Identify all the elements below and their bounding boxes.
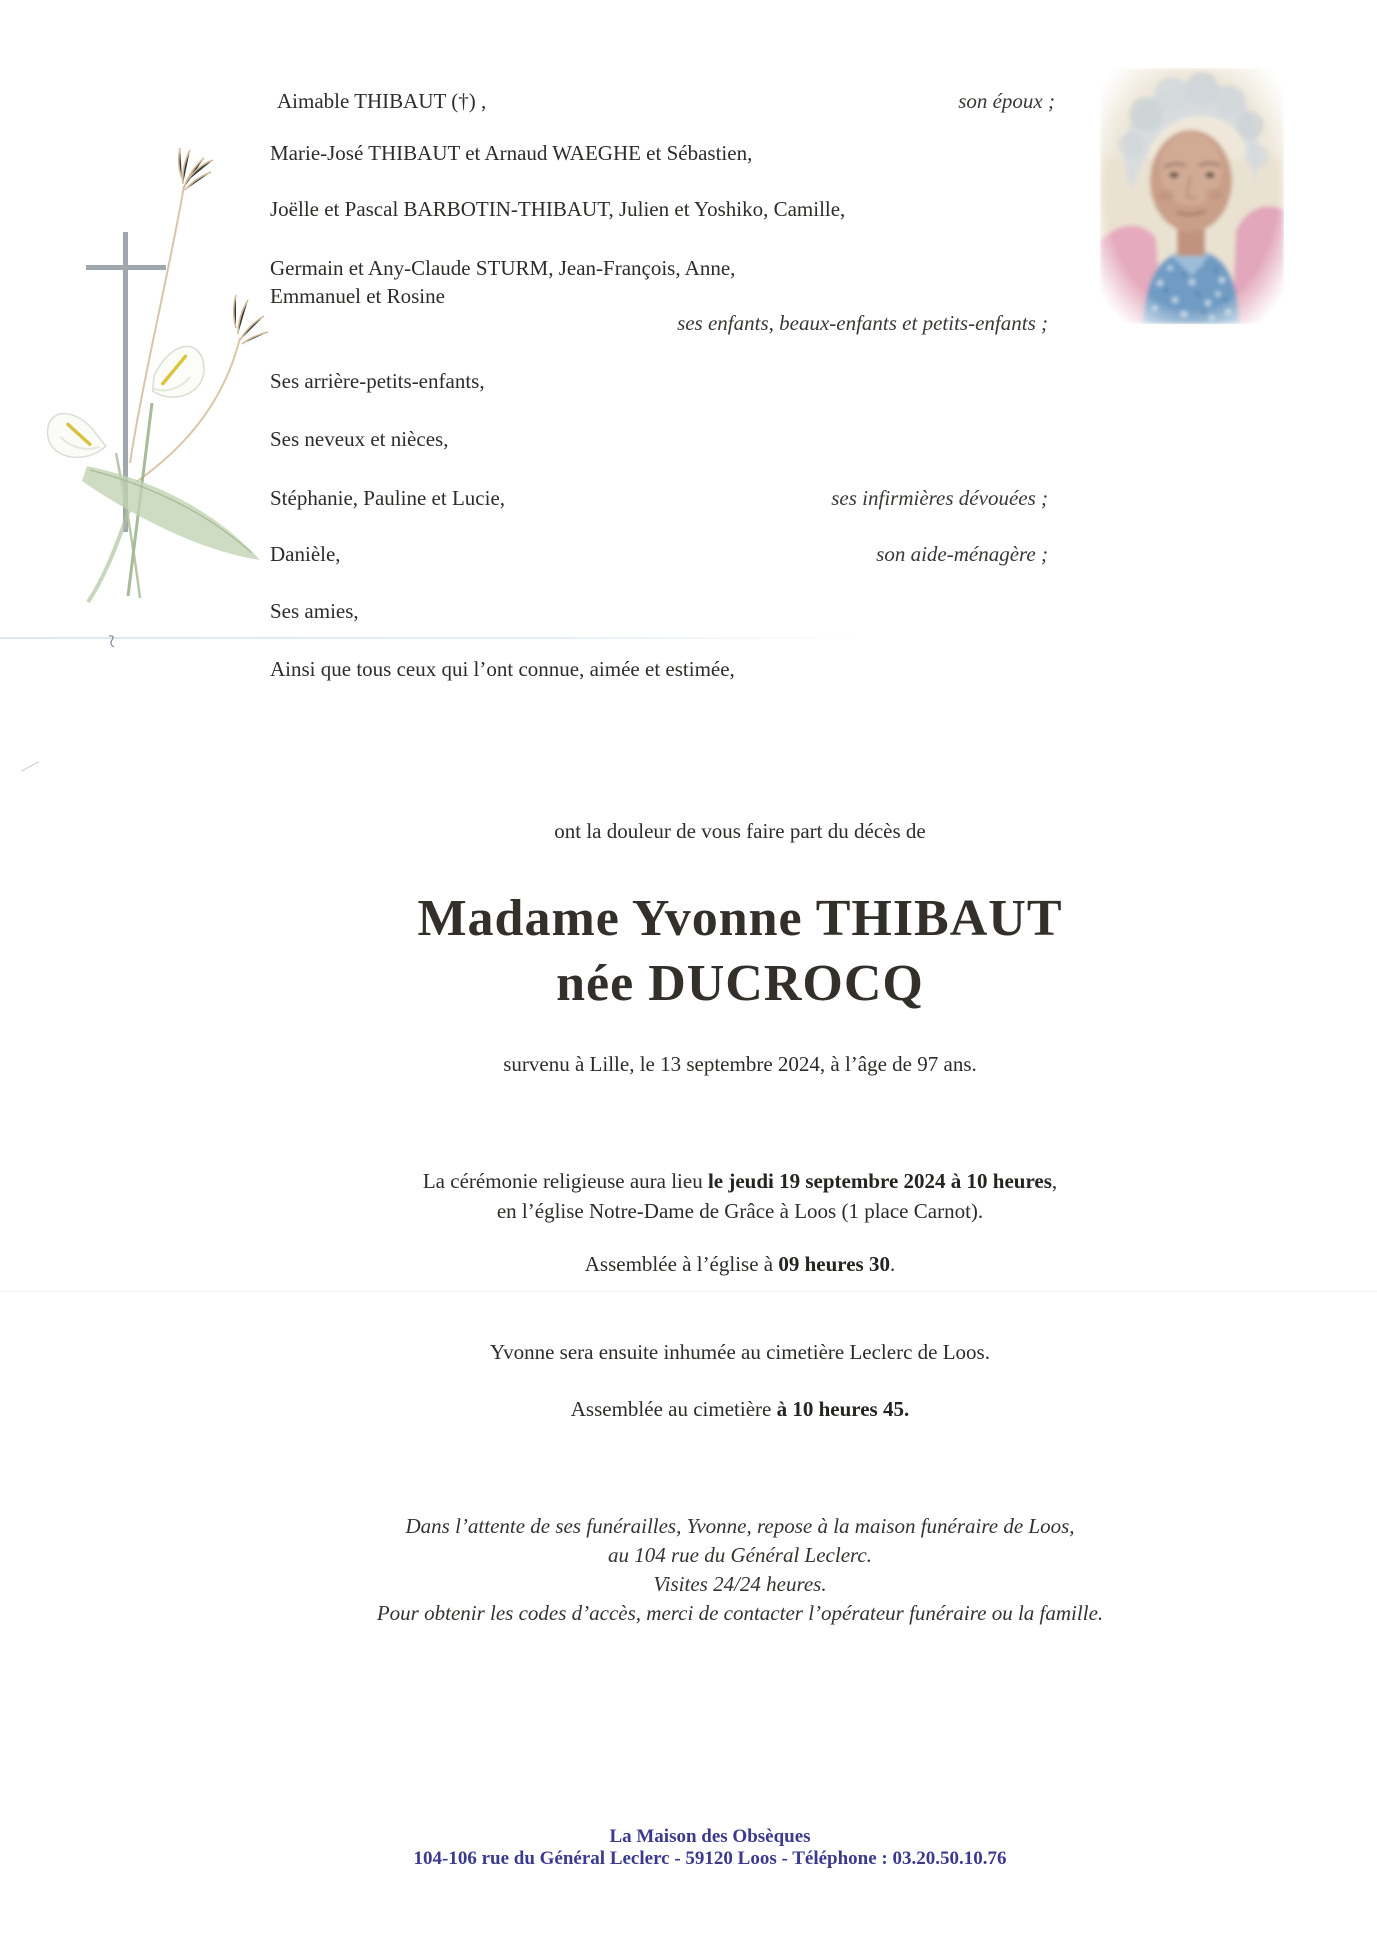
deceased-maiden-name: née DUCROCQ (556, 955, 924, 1012)
children-names-4: Emmanuel et Rosine (270, 284, 445, 308)
burial-text: Yvonne sera ensuite inhumée au cimetière Leclerc de Loos. (490, 1340, 990, 1364)
funeral-home-notice (100, 1512, 1377, 1628)
scan-artifact-mark (106, 634, 118, 650)
scan-artifact-line (0, 637, 866, 639)
friends-text: Ses amies, (270, 599, 359, 623)
line-children-4 (270, 283, 1048, 309)
notice-line-3: Visites 24/24 heures. (653, 1572, 827, 1596)
church-assembly-post: . (889, 1252, 896, 1276)
housekeeper-relation-label: son aide-ménagère ; (876, 542, 1048, 566)
great-grandchildren-text: Ses arrière-petits-enfants, (270, 369, 485, 393)
church-assembly-pre: Assemblée à l’église à (584, 1252, 779, 1276)
death-details-text: survenu à Lille, le 13 septembre 2024, à l’âge de 97 ans. (503, 1052, 977, 1076)
cemetery-assembly-pre: Assemblée au cimetière (570, 1397, 777, 1421)
children-names-2: Joëlle et Pascal BARBOTIN-THIBAUT, Julien et Yoshiko, Camille, (270, 197, 846, 221)
scan-artifact-dash (21, 761, 39, 771)
line-nurses (270, 485, 1048, 511)
funeral-home-name (30, 1826, 1377, 1848)
funeral-home-address (30, 1848, 1377, 1870)
church-assembly-time: 09 heures 30 (778, 1252, 890, 1276)
line-children-1 (270, 140, 1048, 166)
notice-line-1: Dans l’attente de ses funérailles, Yvonne, repose à la maison funéraire de Loos, (405, 1514, 1075, 1538)
deceased-name-line1 (100, 891, 1377, 947)
line-friends (270, 598, 1048, 624)
calla-lilies-cross-icon (32, 148, 268, 604)
cemetery-assembly-time: à 10 heures 45. (776, 1397, 910, 1421)
death-details (100, 1051, 1377, 1077)
ceremony-text-pre: La cérémonie religieuse aura lieu (422, 1169, 708, 1193)
deceased-name: Madame Yvonne THIBAUT (417, 890, 1063, 947)
husband-relation-label: son époux ; (958, 89, 1055, 113)
ceremony-text-post: , (1051, 1169, 1058, 1193)
portrait-elderly-woman (1100, 68, 1284, 324)
line-children-2 (270, 196, 1048, 222)
church-assembly (100, 1251, 1377, 1277)
everyone-text: Ainsi que tous ceux qui l’ont connue, aimée et estimée, (270, 657, 735, 681)
nurses-names: Stéphanie, Pauline et Lucie, (270, 486, 506, 510)
line-children-3 (270, 255, 1048, 281)
nurses-relation-label: ses infirmières dévouées ; (831, 486, 1048, 510)
notice-line-4: Pour obtenir les codes d’accès, merci de contacter l’opérateur funéraire ou la famille. (376, 1601, 1104, 1625)
housekeeper-name: Danièle, (270, 542, 341, 566)
line-housekeeper (270, 541, 1048, 567)
husband-name: Aimable THIBAUT (†) , (277, 89, 487, 113)
burial-details (100, 1339, 1377, 1365)
line-husband (270, 88, 1055, 114)
announcement-intro (100, 818, 1377, 844)
scan-artifact-line-2 (0, 1291, 1377, 1292)
children-names-1: Marie-José THIBAUT et Arnaud WAEGHE et Sébastien, (270, 141, 753, 165)
children-relation-label: ses enfants, beaux-enfants et petits-enfants ; (677, 311, 1048, 335)
line-everyone (270, 656, 1048, 682)
cemetery-assembly (100, 1396, 1377, 1422)
ceremony-datetime: le jeudi 19 septembre 2024 à 10 heures (707, 1169, 1052, 1193)
nephews-nieces-text: Ses neveux et nièces, (270, 427, 449, 451)
line-nephews-nieces (270, 426, 1048, 452)
notice-line-2: au 104 rue du Général Leclerc. (608, 1543, 872, 1567)
ceremony-details (100, 1166, 1377, 1226)
line-great-grandchildren (270, 368, 1048, 394)
funeral-home-address-text: 104-106 rue du Général Leclerc - 59120 Loos - Téléphone : 03.20.50.10.76 (413, 1848, 1007, 1869)
intro-text: ont la douleur de vous faire part du décès de (554, 819, 926, 843)
children-names-3: Germain et Any-Claude STURM, Jean-François, Anne, (270, 256, 736, 280)
ceremony-church: en l’église Notre-Dame de Grâce à Loos (1 place Carnot). (496, 1199, 984, 1223)
funeral-home-name-text: La Maison des Obsèques (609, 1826, 811, 1847)
deceased-name-line2 (100, 956, 1377, 1012)
